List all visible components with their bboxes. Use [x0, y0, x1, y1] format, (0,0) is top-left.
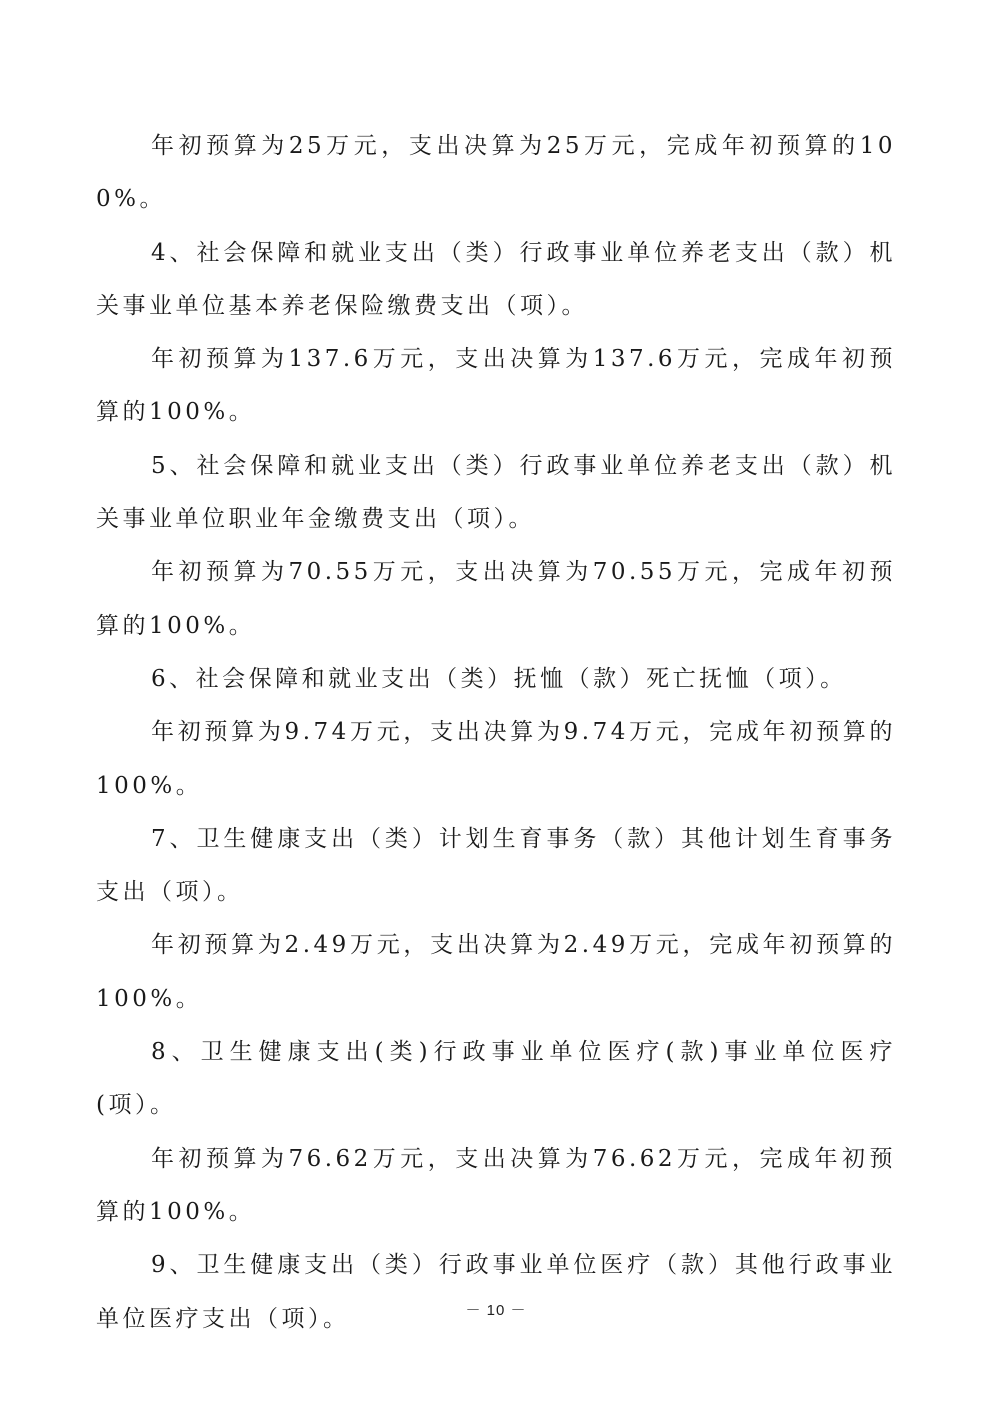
paragraph-item-8: 8、卫生健康支出(类)行政事业单位医疗(款)事业单位医疗(项）。 [96, 1039, 896, 1119]
paragraph-item-5: 5、社会保障和就业支出（类）行政事业单位养老支出（款）机关事业单位职业年金缴费支出（项）。 [96, 452, 896, 533]
page-number: － 10 － [465, 1302, 527, 1319]
paragraph-item-7: 7、卫生健康支出（类）计划生育事务（款）其他计划生育事务支出（项）。 [96, 825, 896, 906]
paragraph-item-6: 6、社会保障和就业支出（类）抚恤（款）死亡抚恤（项）。 [151, 665, 847, 692]
paragraph-budget-5: 年初预算为70.55万元，支出决算为70.55万元，完成年初预算的100%。 [96, 559, 896, 639]
paragraph-item-9: 9、卫生健康支出（类）行政事业单位医疗（款）其他行政事业单位医疗支出（项）。 [96, 1252, 896, 1332]
document-body [96, 120, 896, 1346]
paragraph-item-4: 4、社会保障和就业支出（类）行政事业单位养老支出（款）机关事业单位基本养老保险缴费支出（项）。 [96, 239, 896, 319]
paragraph-budget-4: 年初预算为137.6万元，支出决算为137.6万元，完成年初预算的100%。 [96, 346, 896, 426]
paragraph-budget-7: 年初预算为2.49万元，支出决算为2.49万元，完成年初预算的100%。 [96, 932, 896, 1012]
paragraph-budget-6: 年初预算为9.74万元，支出决算为9.74万元，完成年初预算的100%。 [96, 719, 896, 799]
paragraph-budget-8: 年初预算为76.62万元，支出决算为76.62万元，完成年初预算的100%。 [96, 1145, 896, 1225]
paragraph-budget-1: 年初预算为25万元，支出决算为25万元，完成年初预算的100%。 [96, 133, 896, 213]
